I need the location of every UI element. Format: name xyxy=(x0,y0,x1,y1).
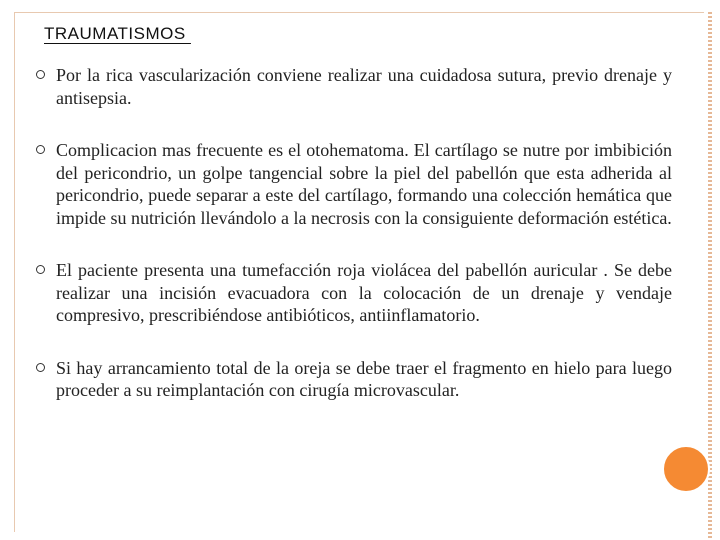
bullet-text: Si hay arrancamiento total de la oreja se debe traer el fragmento en hielo para luego proceder a su reimplantación con cirugía microvascular. xyxy=(56,357,672,400)
bullet-item xyxy=(36,357,672,402)
bullet-text: Complicacion mas frecuente es el otohematoma. El cartílago se nutre por imbibición del pericondrio, un golpe tangencial sobre la piel del pabellón que esta adherida al pericondrio, puede separar a este del cartílago, formando una colección hemática que impide su nutrición llevándolo a la necrosis con la consiguiente deformación estética. xyxy=(56,140,672,228)
bullet-item xyxy=(36,64,672,109)
bullet-circle-icon xyxy=(36,265,45,274)
bullet-item xyxy=(36,259,672,327)
bullet-circle-icon xyxy=(36,363,45,372)
bullet-text: Por la rica vascularización conviene realizar una cuidadosa sutura, previo drenaje y antisepsia. xyxy=(56,65,672,108)
accent-circle xyxy=(662,445,710,493)
bullet-list xyxy=(36,64,672,432)
bullet-circle-icon xyxy=(36,70,45,79)
slide-title: TRAUMATISMOS xyxy=(44,24,191,43)
bullet-text: El paciente presenta una tumefacción roja violácea del pabellón auricular . Se debe realizar una incisión evacuadora con la colocación de un drenaje y vendaje compresivo, prescribiéndose antibióticos, antiinflamatorio. xyxy=(56,260,672,325)
bullet-circle-icon xyxy=(36,145,45,154)
bullet-item xyxy=(36,139,672,229)
